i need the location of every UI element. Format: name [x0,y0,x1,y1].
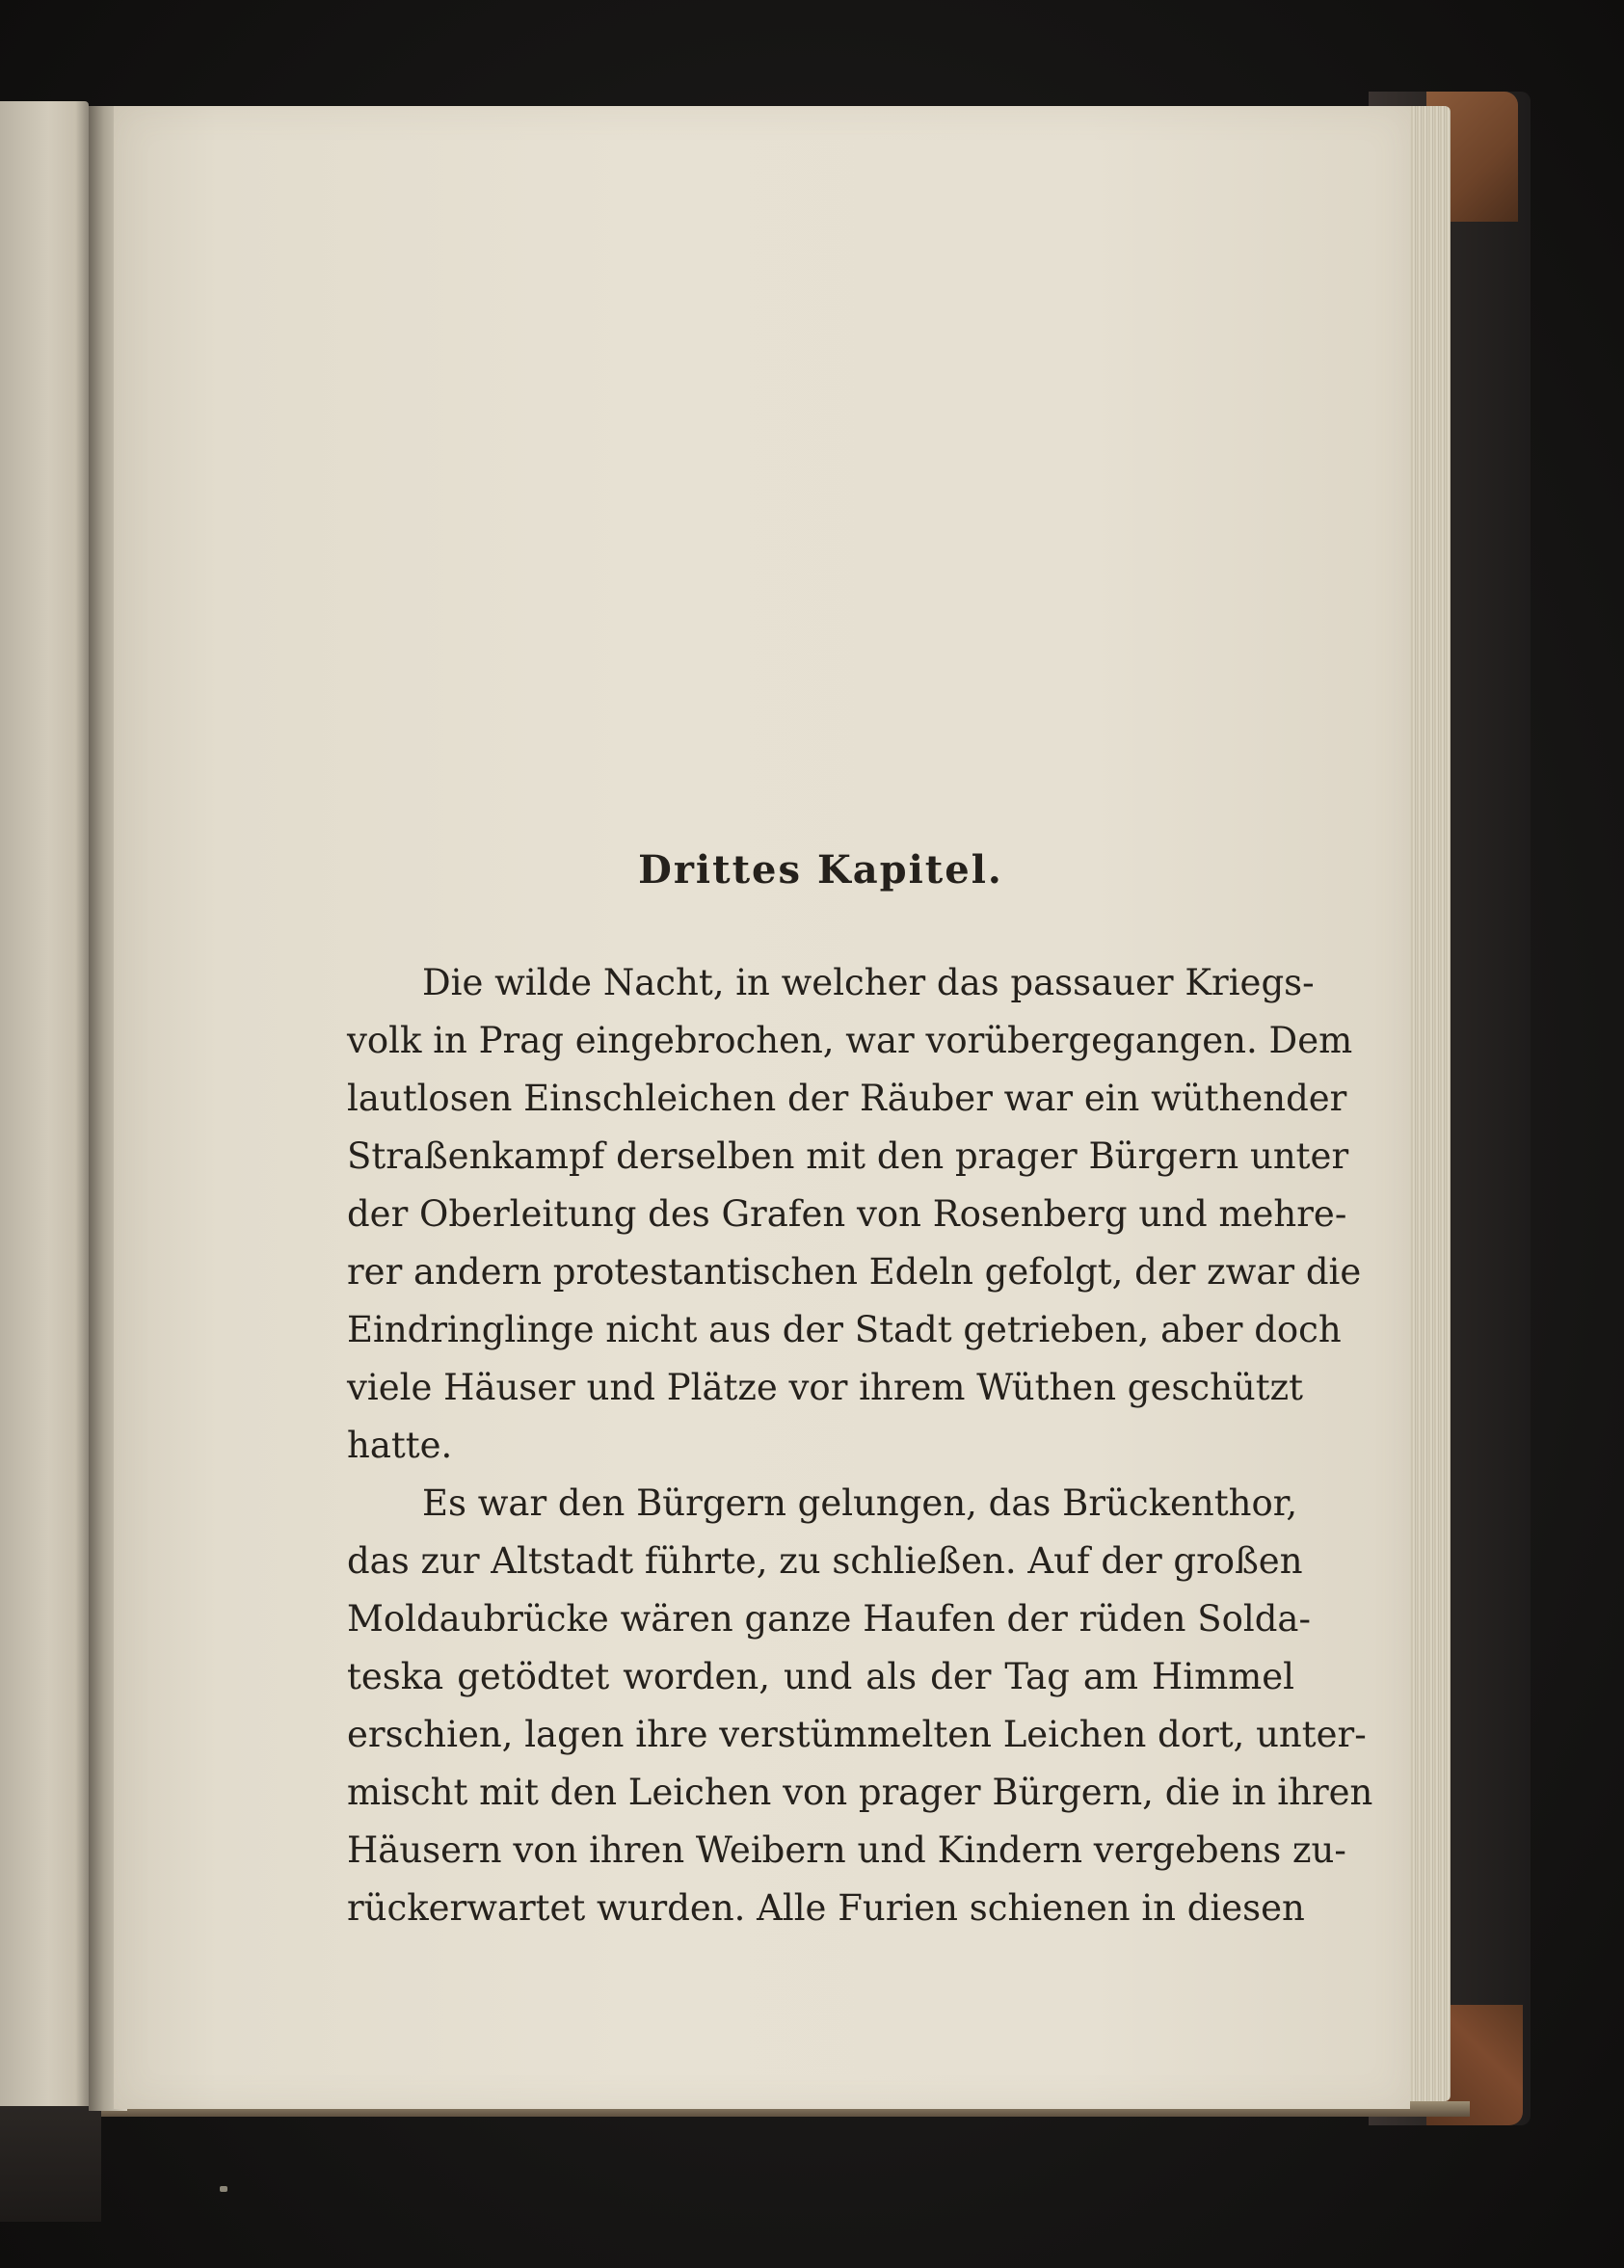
chapter-title: Drittes Kapitel. [638,847,1003,893]
previous-page-edge [0,101,89,2140]
text-line: Die wilde Nacht, in welcher das passauer Kriegs- [422,962,1315,1003]
text-line: Moldaubrücke wären ganze Haufen der rüden Solda- [347,1598,1311,1640]
text-line: hatte. [347,1425,453,1466]
text-line: lautlosen Einschleichen der Räuber war ein wüthender [347,1078,1347,1119]
text-line: mischt mit den Leichen von prager Bürgern, die in ihren [347,1772,1373,1813]
text-line: viele Häuser und Plätze vor ihrem Wüthen geschützt [347,1367,1303,1408]
text-line: rückerwartet wurden. Alle Furien schienen in diesen [347,1887,1305,1929]
text-line: das zur Altstadt führte, zu schließen. Auf der großen [347,1540,1303,1582]
text-line: teska getödtet worden, und als der Tag am Himmel [347,1656,1294,1697]
text-line: Es war den Bürgern gelungen, das Brückenthor, [422,1482,1298,1524]
book-page [114,106,1410,2109]
left-cover-board [0,2106,101,2222]
text-line: der Oberleitung des Grafen von Rosenberg und mehre- [347,1193,1347,1235]
text-line: Straßenkampf derselben mit den prager Bürgern unter [347,1135,1349,1177]
text-line: volk in Prag eingebrochen, war vorübergegangen. Dem [347,1020,1353,1061]
text-line: rer andern protestantischen Edeln gefolgt, der zwar die [347,1251,1362,1293]
dust-speck [220,2186,227,2192]
text-line: Häusern von ihren Weibern und Kindern vergebens zu- [347,1829,1346,1871]
text-line: erschien, lagen ihre verstümmelten Leichen dort, unter- [347,1714,1367,1755]
text-line: Eindringlinge nicht aus der Stadt getrieben, aber doch [347,1309,1342,1350]
